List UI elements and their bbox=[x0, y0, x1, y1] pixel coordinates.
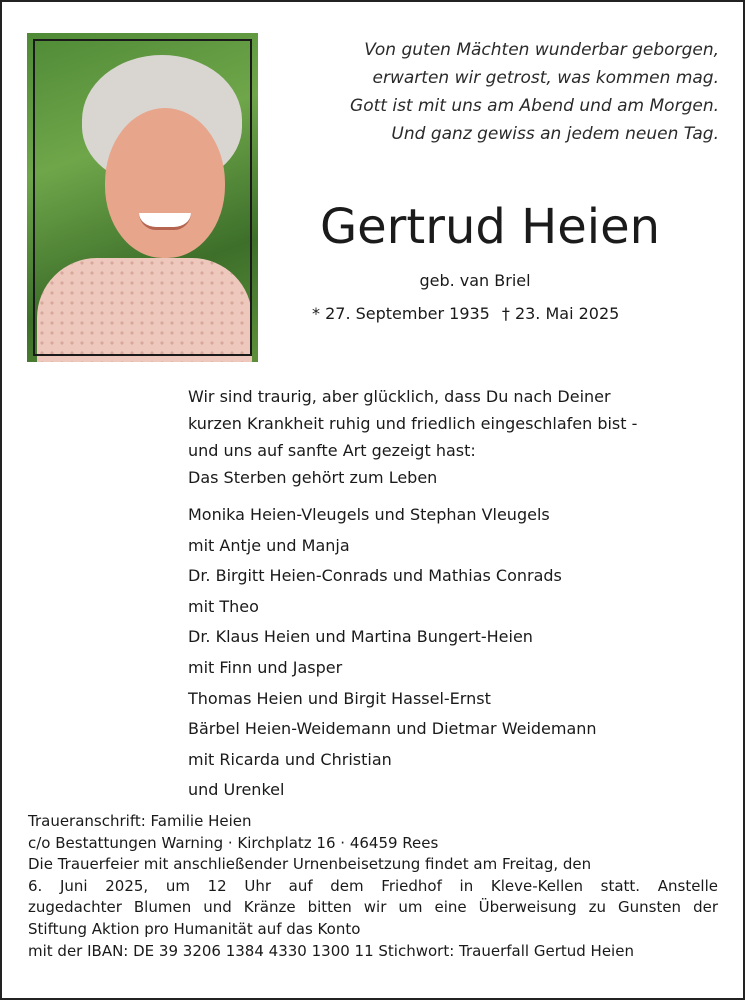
family-list bbox=[188, 500, 728, 806]
ceremony-line: 6. Juni 2025, um 12 Uhr auf dem Friedhof in Kleve-Kellen statt. Anstelle bbox=[28, 876, 718, 895]
address-line: Traueranschrift: Familie Heien bbox=[28, 812, 252, 830]
family-member: Bärbel Heien-Weidemann und Dietmar Weidemann bbox=[188, 719, 597, 739]
deceased-name: Gertrud Heien bbox=[319, 199, 661, 255]
maiden-name: geb. van Briel bbox=[419, 271, 531, 290]
life-dates bbox=[312, 303, 672, 325]
family-member: Thomas Heien und Birgit Hassel-Ernst bbox=[188, 688, 491, 708]
message-line: Wir sind traurig, aber glücklich, dass Du nach Deiner bbox=[188, 387, 611, 406]
message-line: kurzen Krankheit ruhig und friedlich eingeschlafen bist - bbox=[188, 414, 638, 433]
ceremony-line: Die Trauerfeier mit anschließender Urnenbeisetzung findet am Freitag, den bbox=[28, 855, 592, 874]
death-date: † 23. Mai 2025 bbox=[501, 304, 620, 323]
photo-frame-line bbox=[33, 39, 252, 356]
poem-line: erwarten wir getrost, was kommen mag. bbox=[372, 68, 719, 88]
family-member: und Urenkel bbox=[188, 780, 285, 800]
message-line: und uns auf sanfte Art gezeigt hast: bbox=[188, 441, 476, 460]
birth-date: * 27. September 1935 bbox=[312, 304, 490, 323]
family-member: mit Antje und Manja bbox=[188, 535, 350, 555]
notice-footer bbox=[28, 811, 718, 962]
iban-line: mit der IBAN: DE 39 3206 1384 4330 1300 11 Stichwort: Trauerfall Gertud Heien bbox=[28, 941, 634, 960]
poem bbox=[289, 36, 719, 148]
family-member: mit Finn und Jasper bbox=[188, 657, 343, 677]
family-member: Dr. Klaus Heien und Martina Bungert-Heien bbox=[188, 627, 533, 647]
family-member: Dr. Birgitt Heien-Conrads und Mathias Conrads bbox=[188, 566, 562, 586]
address-line: c/o Bestattungen Warning · Kirchplatz 16 · 46459 Rees bbox=[28, 833, 439, 852]
farewell-message bbox=[188, 383, 728, 491]
family-member: mit Theo bbox=[188, 596, 259, 616]
message-line: Das Sterben gehört zum Leben bbox=[188, 468, 438, 487]
family-member: mit Ricarda und Christian bbox=[188, 749, 392, 769]
family-member: Monika Heien-Vleugels und Stephan Vleugels bbox=[188, 505, 550, 524]
poem-line: Von guten Mächten wunderbar geborgen, bbox=[364, 40, 719, 60]
ceremony-line: zugedachter Blumen und Kränze bitten wir um eine Überweisung zu Gunsten der bbox=[28, 898, 718, 917]
ceremony-line: Stiftung Aktion pro Humanität auf das Konto bbox=[28, 919, 361, 938]
poem-line: Und ganz gewiss an jedem neuen Tag. bbox=[391, 124, 719, 144]
poem-line: Gott ist mit uns am Abend und am Morgen. bbox=[350, 96, 719, 116]
portrait-photo bbox=[27, 33, 258, 362]
